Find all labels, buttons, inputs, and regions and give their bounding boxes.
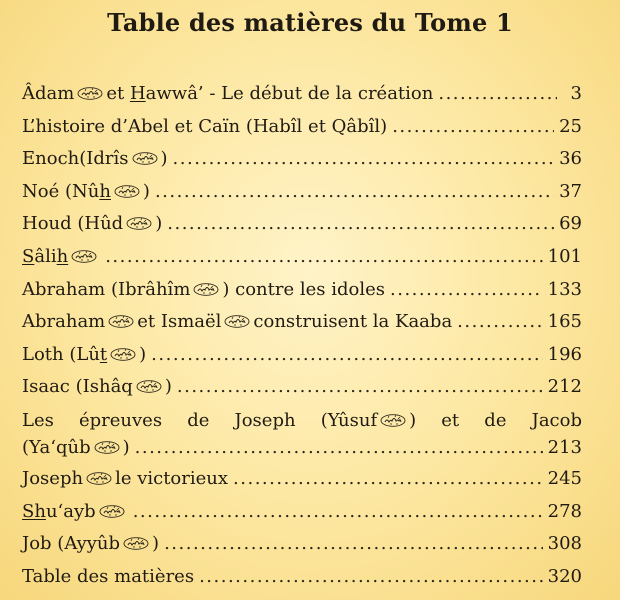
toc-entry-joseph-victorieux[interactable] — [22, 463, 582, 496]
honorific-icon — [136, 379, 162, 393]
leader-dots — [392, 111, 554, 144]
toc-entry-abraham-idoles[interactable] — [22, 274, 582, 307]
toc-entry-table-des-matieres[interactable] — [22, 561, 582, 594]
toc-entry-label: Joseph le victorieux — [22, 467, 229, 489]
toc-entry-label: Table des matières — [22, 565, 195, 587]
honorific-icon — [86, 471, 112, 485]
toc-entry-label: Enoch(Idrîs ) — [22, 148, 168, 170]
leader-dots — [457, 306, 542, 339]
toc-entry-enoch[interactable] — [22, 143, 582, 176]
honorific-icon — [77, 86, 103, 100]
leader-dots — [177, 371, 543, 404]
toc-page-number: 101 — [547, 245, 582, 267]
toc-page-number: 196 — [547, 343, 582, 365]
toc-entry-label: Isaac (Ishâq ) — [22, 376, 172, 398]
honorific-icon — [94, 440, 120, 454]
toc-page-number: 212 — [547, 376, 582, 398]
page-title: Table des matières du Tome 1 — [107, 8, 513, 37]
toc-entry-job[interactable] — [22, 528, 582, 561]
leader-dots — [167, 208, 554, 241]
toc-entry-houd[interactable] — [22, 208, 582, 241]
toc-entry-joseph-jacob[interactable] — [22, 404, 582, 461]
toc-page-number: 69 — [559, 213, 582, 235]
toc-entry-label: Noé (Nûh ) — [22, 180, 150, 202]
toc-entry-shuayb[interactable] — [22, 496, 582, 529]
toc-entry-noe[interactable] — [22, 176, 582, 209]
toc-page-number: 245 — [547, 467, 582, 489]
honorific-icon — [380, 413, 406, 427]
toc-page-number: 3 — [570, 83, 582, 104]
toc-entry-label: Âdam et Hawwâ’ - Le début de la création — [22, 83, 434, 104]
leader-dots — [133, 496, 543, 529]
toc-entry-label: L’histoire d’Abel et Caïn (Habîl et Qâbîl) — [22, 115, 388, 137]
toc-entry-label: Job (Ayyûb ) — [22, 533, 160, 555]
leader-dots — [135, 434, 543, 461]
toc-page-number: 133 — [547, 278, 582, 300]
leader-dots — [438, 78, 557, 111]
toc-page-number: 37 — [559, 180, 582, 202]
toc-entry-abel-cain[interactable] — [22, 111, 582, 144]
honorific-icon — [110, 347, 136, 361]
toc-page-number: 165 — [547, 311, 582, 333]
toc-page-number: 320 — [547, 565, 582, 587]
toc-entry-loth[interactable] — [22, 339, 582, 372]
honorific-icon — [114, 184, 140, 198]
honorific-icon — [224, 314, 250, 328]
leader-dots — [199, 561, 543, 594]
leader-dots — [390, 274, 543, 307]
toc-page-number: 36 — [559, 148, 582, 170]
toc-page-number: 25 — [559, 115, 582, 137]
toc-entry-label: Abraham et Ismaël construisent la Kaaba — [22, 311, 453, 333]
toc-entry-label: Loth (Lût ) — [22, 343, 147, 365]
toc-entry-adam[interactable] — [22, 78, 582, 111]
honorific-icon — [132, 151, 158, 165]
honorific-icon — [193, 282, 219, 296]
toc-entry-abraham-ismael[interactable] — [22, 306, 582, 339]
leader-dots — [105, 241, 542, 274]
leader-dots — [155, 176, 554, 209]
honorific-icon — [99, 504, 125, 518]
leader-dots — [233, 463, 543, 496]
toc-entry-label: Houd (Hûd ) — [22, 213, 163, 235]
honorific-icon — [108, 314, 134, 328]
toc-entry-label: Shu‘ayb — [22, 496, 128, 529]
honorific-icon — [126, 216, 152, 230]
leader-dots — [164, 528, 543, 561]
toc-entry-salih[interactable] — [22, 241, 582, 274]
honorific-icon — [71, 249, 97, 263]
toc-entry-label-line2: (Ya‘qûb ) ..... 213 — [22, 434, 582, 461]
toc-entry-isaac[interactable] — [22, 371, 582, 404]
leader-dots — [173, 143, 555, 176]
toc-page-number: 213 — [547, 436, 582, 458]
toc-entry-label-line1: Les épreuves de Joseph (Yûsuf ) et de Jacob — [22, 409, 582, 431]
honorific-icon — [123, 536, 149, 550]
toc-entry-label: Abraham (Ibrâhîm ) contre les idoles — [22, 278, 385, 300]
leader-dots — [151, 339, 542, 372]
table-of-contents — [22, 78, 582, 593]
toc-page-number: 308 — [547, 533, 582, 555]
toc-page-number: 278 — [547, 500, 582, 522]
toc-entry-label: Sâlih — [22, 241, 100, 274]
